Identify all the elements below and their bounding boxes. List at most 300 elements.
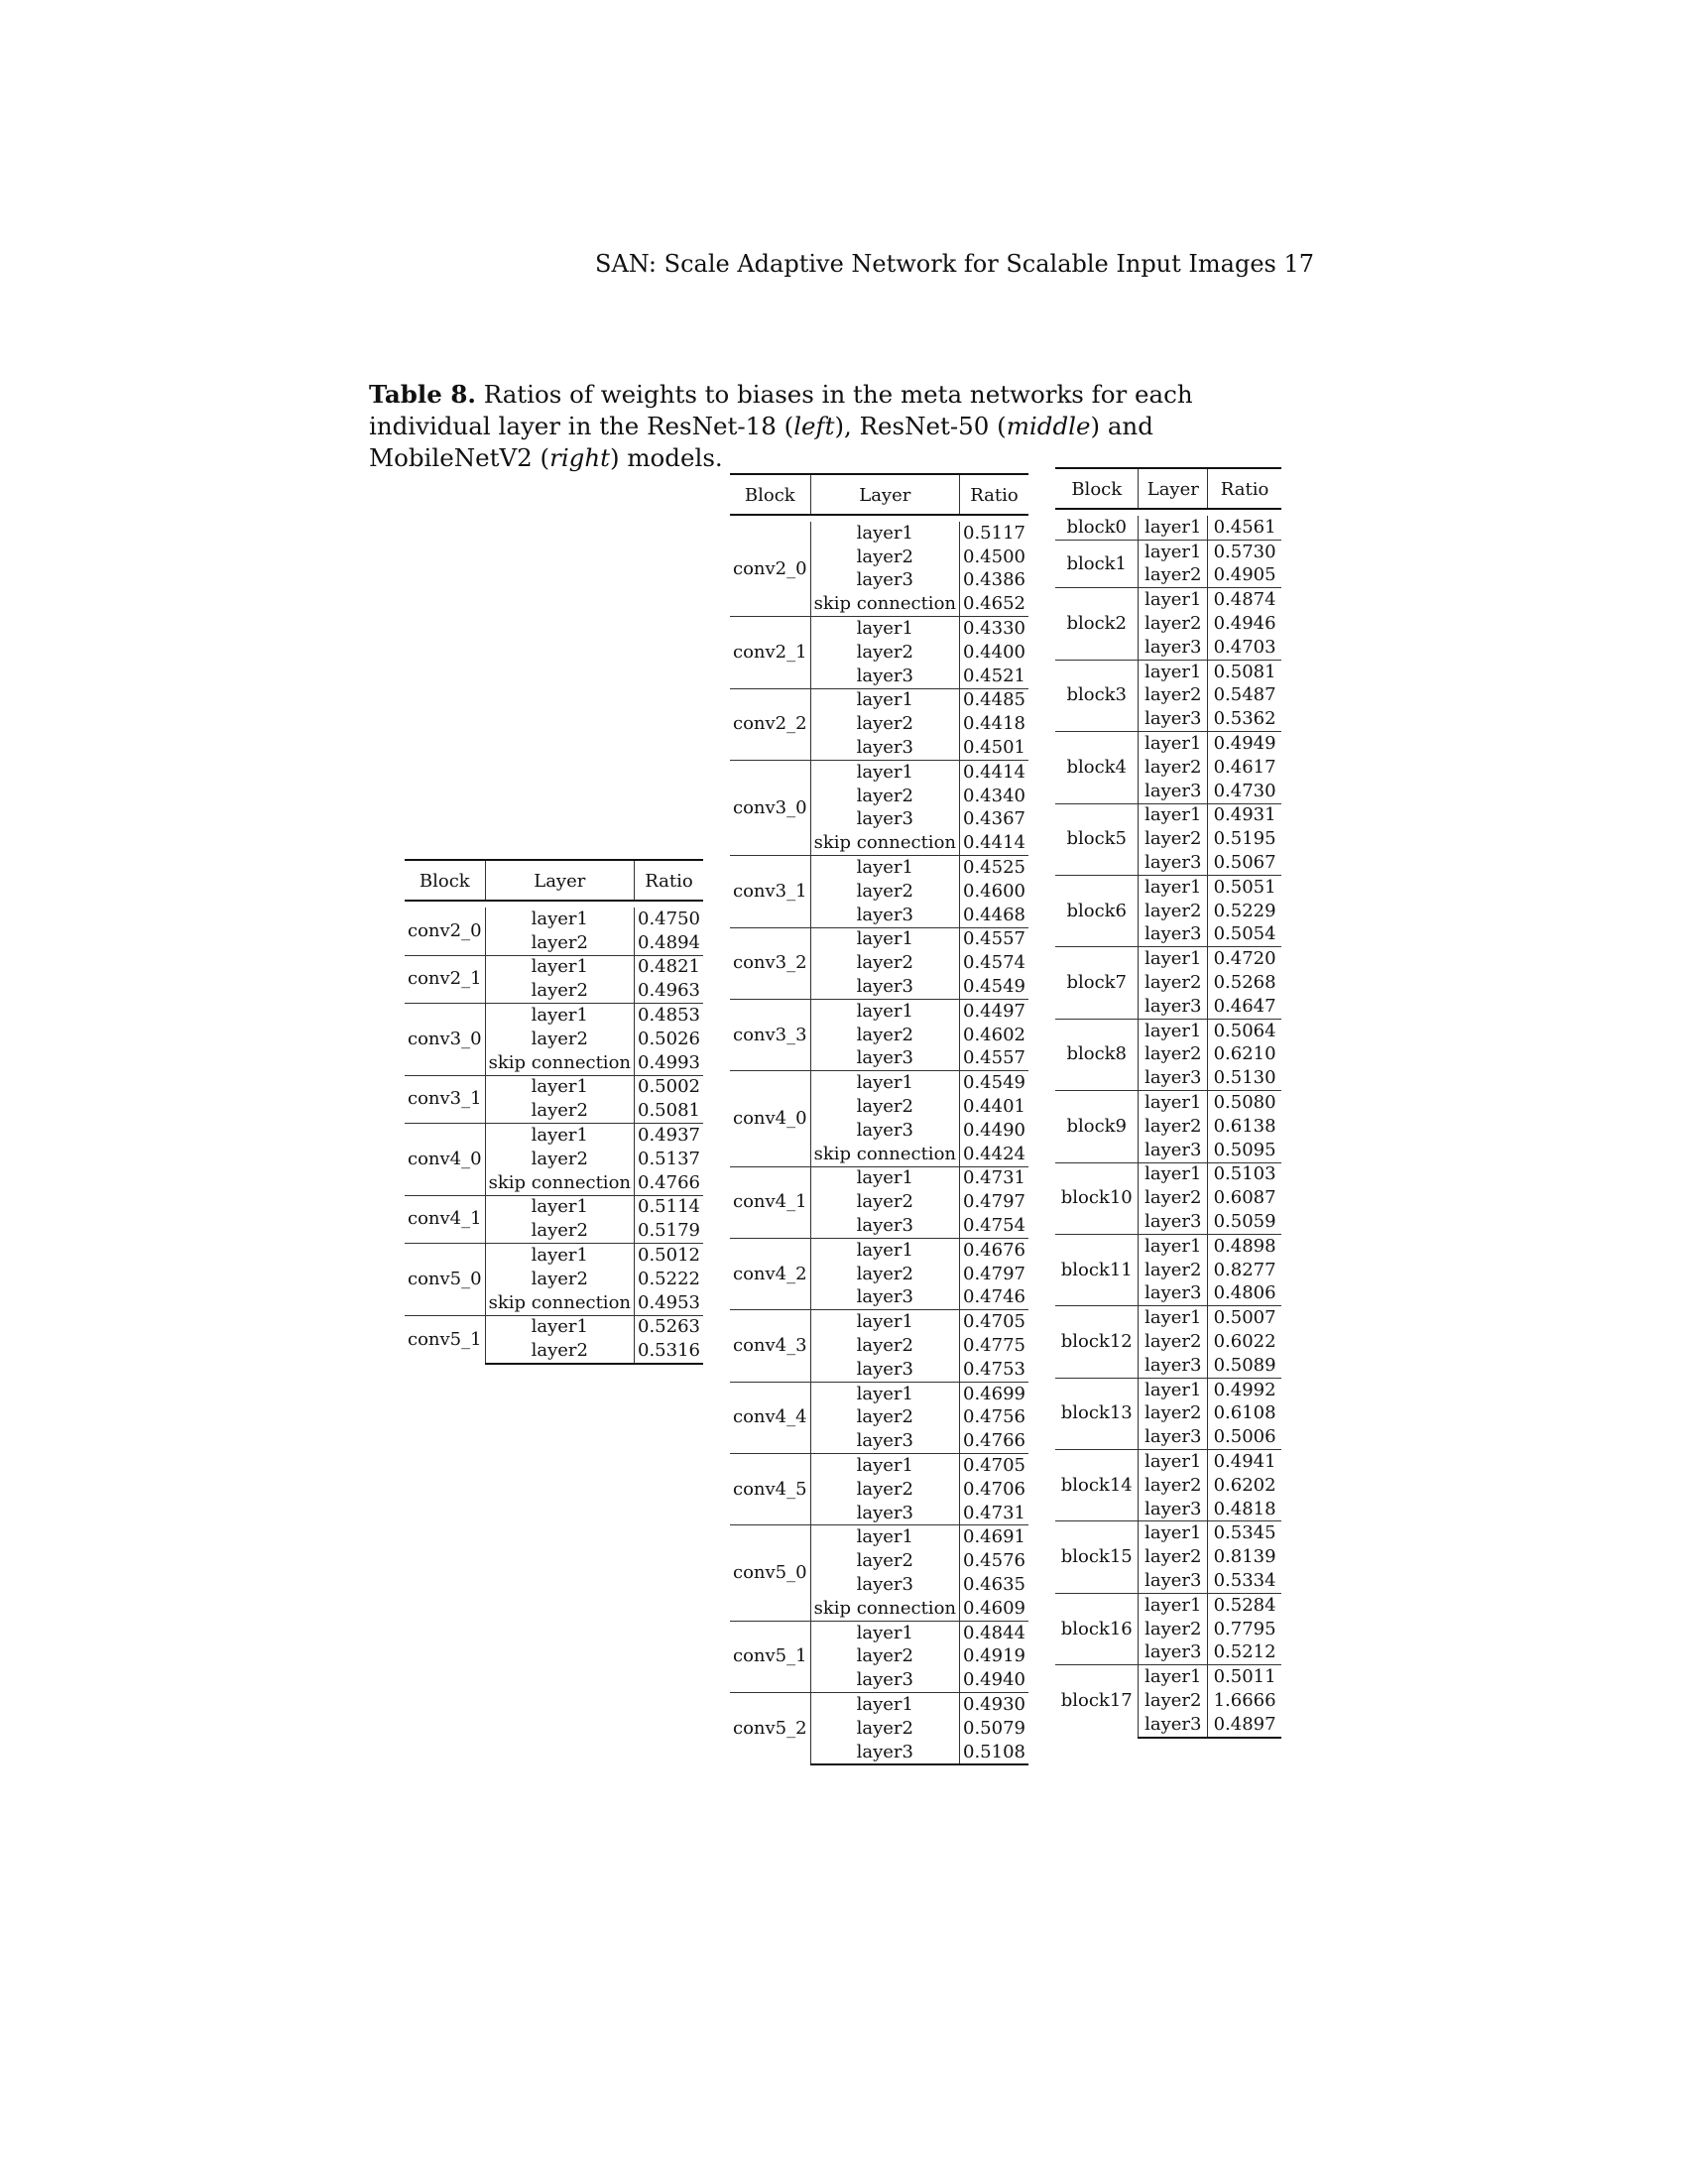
layer-cell: layer1 xyxy=(810,1525,959,1549)
layer-cell: layer1 xyxy=(1139,1162,1208,1186)
ratio-cell: 0.5002 xyxy=(635,1075,703,1099)
ratio-cell: 0.5079 xyxy=(963,1717,1025,1739)
layer-cell: skip connection xyxy=(810,831,959,855)
layer-cell: layer3 xyxy=(1139,851,1208,875)
layer-cell: layer2 xyxy=(1139,1186,1208,1210)
ratio-cell: 0.4609 xyxy=(963,1597,1025,1619)
ratio-cell: 0.4705 xyxy=(960,1454,1028,1478)
ratio-cell: 0.6210 xyxy=(1213,1043,1276,1065)
layer-cell: layer1 xyxy=(1139,875,1208,899)
ratio-cell: 0.4941 xyxy=(1208,1450,1281,1474)
layer-cell: layer2 xyxy=(810,712,959,736)
ratio-cell: 0.4754 xyxy=(963,1215,1025,1236)
ratio-cell: 0.4953 xyxy=(638,1291,700,1313)
ratio-cell: 0.5007 xyxy=(1208,1306,1281,1330)
layer-cell: layer2 xyxy=(810,546,959,569)
table-row xyxy=(1055,875,1281,899)
layer-cell: layer2 xyxy=(810,641,959,665)
ratio-cell: 0.4753 xyxy=(963,1358,1025,1380)
block-cell: block17 xyxy=(1055,1665,1139,1738)
layer-cell: layer3 xyxy=(1139,1066,1208,1090)
header-row xyxy=(730,474,1028,515)
table-row xyxy=(1055,1091,1281,1115)
layer-cell: layer3 xyxy=(1139,1210,1208,1234)
block-cell: conv4_4 xyxy=(730,1382,810,1453)
layer-cell: layer1 xyxy=(810,1310,959,1334)
layer-cell: layer2 xyxy=(810,880,959,904)
ratio-cell: 0.4557 xyxy=(963,1047,1025,1069)
ratio-cell: 0.4497 xyxy=(960,999,1028,1023)
block-cell: conv4_0 xyxy=(405,1124,485,1195)
ratio-cell: 0.5051 xyxy=(1208,875,1281,899)
ratio-cell: 0.4756 xyxy=(963,1406,1025,1428)
layer-cell: layer3 xyxy=(810,1741,959,1765)
table-row xyxy=(405,1124,703,1148)
layer-cell: layer3 xyxy=(1139,707,1208,731)
ratio-cell: 0.4549 xyxy=(960,1071,1028,1095)
layer-cell: layer2 xyxy=(810,1095,959,1119)
ratio-cell: 0.4993 xyxy=(638,1051,700,1073)
layer-cell: layer1 xyxy=(810,1166,959,1190)
caption-label: Table 8. xyxy=(369,380,476,409)
page-number: 17 xyxy=(1283,250,1314,278)
block-cell: conv3_2 xyxy=(730,927,810,999)
layer-cell: layer1 xyxy=(810,1693,959,1717)
layer-cell: layer3 xyxy=(1139,1282,1208,1306)
ratio-cell: 0.5229 xyxy=(1213,900,1276,921)
column-header-ratio: Ratio xyxy=(960,474,1028,515)
layer-cell: layer1 xyxy=(1139,1091,1208,1115)
ratio-cell: 0.4401 xyxy=(963,1096,1025,1118)
layer-cell: layer1 xyxy=(810,856,959,880)
ratio-cell: 0.5117 xyxy=(963,522,1025,544)
block-cell: conv5_0 xyxy=(405,1244,485,1315)
block-cell: conv2_2 xyxy=(730,688,810,760)
block-cell: block5 xyxy=(1055,803,1139,875)
layer-cell: layer2 xyxy=(1139,900,1208,923)
ratio-cell: 0.4720 xyxy=(1208,947,1281,971)
block-cell: block16 xyxy=(1055,1593,1139,1664)
layer-cell: layer3 xyxy=(1139,1569,1208,1593)
ratio-cell: 0.5316 xyxy=(635,1339,703,1364)
block-cell: block12 xyxy=(1055,1306,1139,1378)
table-row xyxy=(1055,947,1281,971)
ratio-cell: 0.4844 xyxy=(960,1621,1028,1644)
block-cell: conv2_1 xyxy=(730,617,810,688)
block-cell: block9 xyxy=(1055,1091,1139,1162)
layer-cell: layer1 xyxy=(485,1004,634,1028)
table-row xyxy=(730,522,1028,546)
ratio-cell: 0.5006 xyxy=(1213,1426,1276,1448)
table-row xyxy=(1055,803,1281,827)
ratio-cell: 0.5730 xyxy=(1208,540,1281,563)
layer-cell: layer2 xyxy=(810,1263,959,1286)
ratio-cell: 0.5195 xyxy=(1213,828,1276,850)
ratio-cell: 0.4705 xyxy=(960,1310,1028,1334)
layer-cell: skip connection xyxy=(485,1171,634,1195)
block-cell: conv4_0 xyxy=(730,1071,810,1166)
table-row xyxy=(730,1166,1028,1190)
ratio-cell: 0.4676 xyxy=(960,1238,1028,1262)
header-row xyxy=(405,860,703,901)
layer-cell: layer2 xyxy=(485,1028,634,1051)
ratio-cell: 0.4930 xyxy=(960,1693,1028,1717)
ratio-cell: 0.4806 xyxy=(1213,1282,1276,1304)
ratio-cell: 0.4617 xyxy=(1213,756,1276,778)
block-cell: conv4_3 xyxy=(730,1310,810,1382)
layer-cell: layer3 xyxy=(810,1047,959,1071)
block-cell: block8 xyxy=(1055,1019,1139,1090)
ratio-cell: 0.5114 xyxy=(635,1195,703,1219)
ratio-cell: 0.4600 xyxy=(963,880,1025,902)
ratio-cell: 0.4937 xyxy=(635,1124,703,1148)
block-cell: conv4_2 xyxy=(730,1238,810,1309)
block-cell: conv5_0 xyxy=(730,1525,810,1621)
resnet18-table xyxy=(405,859,703,1365)
ratio-cell: 0.4766 xyxy=(638,1171,700,1193)
table-row xyxy=(1055,1162,1281,1186)
layer-cell: layer3 xyxy=(810,1214,959,1238)
layer-cell: layer1 xyxy=(485,1075,634,1099)
ratio-cell: 1.6666 xyxy=(1213,1689,1276,1711)
ratio-cell: 0.5334 xyxy=(1213,1569,1276,1591)
layer-cell: layer1 xyxy=(1139,732,1208,756)
layer-cell: layer3 xyxy=(1139,923,1208,947)
ratio-cell: 0.5137 xyxy=(638,1148,700,1169)
layer-cell: layer3 xyxy=(1139,1425,1208,1449)
column-header-block: Block xyxy=(405,860,485,901)
ratio-cell: 0.4576 xyxy=(963,1550,1025,1572)
block-cell: conv3_1 xyxy=(730,856,810,927)
layer-cell: skip connection xyxy=(810,1597,959,1621)
table-row xyxy=(1055,516,1281,540)
layer-cell: layer1 xyxy=(485,1124,634,1148)
ratio-cell: 0.5026 xyxy=(638,1028,700,1049)
ratio-cell: 0.4730 xyxy=(1213,780,1276,801)
caption-text: ) and MobileNetV2 ( xyxy=(369,412,1153,472)
ratio-cell: 0.5081 xyxy=(1208,660,1281,683)
ratio-cell: 0.4992 xyxy=(1208,1378,1281,1401)
layer-cell: layer1 xyxy=(1139,1306,1208,1330)
layer-cell: layer2 xyxy=(1139,1401,1208,1425)
table-row xyxy=(730,1693,1028,1717)
layer-cell: layer3 xyxy=(810,1573,959,1597)
ratio-cell: 0.4746 xyxy=(963,1286,1025,1308)
ratio-cell: 0.4949 xyxy=(1208,732,1281,756)
table-row xyxy=(730,999,1028,1023)
layer-cell: layer2 xyxy=(485,1219,634,1243)
ratio-cell: 0.4652 xyxy=(963,593,1025,615)
column-header-layer: Layer xyxy=(485,860,634,901)
ratio-cell: 0.4414 xyxy=(960,760,1028,784)
layer-cell: layer3 xyxy=(810,1358,959,1382)
column-header-ratio: Ratio xyxy=(635,860,703,901)
layer-cell: layer1 xyxy=(810,1621,959,1644)
block-cell: conv3_0 xyxy=(405,1004,485,1075)
column-header-ratio: Ratio xyxy=(1208,468,1281,509)
layer-cell: layer3 xyxy=(1139,780,1208,803)
block-cell: block0 xyxy=(1055,516,1139,540)
ratio-cell: 0.4931 xyxy=(1208,803,1281,827)
layer-cell: layer2 xyxy=(1139,1474,1208,1498)
layer-cell: layer2 xyxy=(810,1478,959,1502)
block-cell: block4 xyxy=(1055,732,1139,803)
ratio-cell: 0.5362 xyxy=(1213,708,1276,730)
caption-text: Ratios of weights to biases in the meta networks for each individual layer in the ResNet-18 ( xyxy=(369,380,1193,440)
layer-cell: layer1 xyxy=(485,1315,634,1339)
block-cell: conv5_1 xyxy=(730,1621,810,1692)
table-row xyxy=(1055,660,1281,683)
ratio-cell: 0.5222 xyxy=(638,1268,700,1289)
layer-cell: layer2 xyxy=(485,1148,634,1171)
block-cell: conv5_1 xyxy=(405,1315,485,1364)
layer-cell: skip connection xyxy=(485,1291,634,1315)
block-cell: block13 xyxy=(1055,1378,1139,1449)
layer-cell: layer3 xyxy=(810,1119,959,1143)
layer-cell: layer1 xyxy=(810,1071,959,1095)
layer-cell: layer2 xyxy=(810,1717,959,1741)
layer-cell: layer2 xyxy=(1139,1689,1208,1713)
ratio-cell: 0.4521 xyxy=(963,665,1025,686)
ratio-cell: 0.5095 xyxy=(1213,1139,1276,1160)
block-cell: block14 xyxy=(1055,1450,1139,1521)
layer-cell: layer1 xyxy=(485,955,634,979)
mobilenetv2-table xyxy=(1055,467,1281,1739)
block-cell: block6 xyxy=(1055,875,1139,946)
ratio-cell: 0.6087 xyxy=(1213,1187,1276,1209)
block-cell: block10 xyxy=(1055,1162,1139,1234)
table-row xyxy=(1055,1593,1281,1617)
block-cell: block11 xyxy=(1055,1234,1139,1305)
layer-cell: layer1 xyxy=(810,1238,959,1262)
ratio-cell: 0.8277 xyxy=(1213,1259,1276,1280)
ratio-cell: 0.4818 xyxy=(1213,1498,1276,1519)
block-cell: conv5_2 xyxy=(730,1693,810,1765)
ratio-cell: 0.5067 xyxy=(1213,852,1276,874)
ratio-cell: 0.4874 xyxy=(1208,588,1281,612)
layer-cell: layer2 xyxy=(1139,564,1208,588)
layer-cell: layer2 xyxy=(810,1644,959,1668)
layer-cell: layer1 xyxy=(810,522,959,546)
layer-cell: skip connection xyxy=(485,1051,634,1075)
table-row xyxy=(730,1071,1028,1095)
layer-cell: layer1 xyxy=(1139,660,1208,683)
ratio-cell: 0.4731 xyxy=(963,1502,1025,1523)
ratio-cell: 0.4703 xyxy=(1213,636,1276,658)
caption-right: right xyxy=(549,443,610,472)
ratio-cell: 0.4894 xyxy=(638,931,700,953)
layer-cell: layer1 xyxy=(810,927,959,951)
table-caption xyxy=(369,379,1317,474)
layer-cell: layer2 xyxy=(485,1268,634,1291)
ratio-cell: 0.4897 xyxy=(1208,1713,1281,1738)
layer-cell: layer2 xyxy=(810,1190,959,1214)
block-cell: block1 xyxy=(1055,540,1139,588)
ratio-cell: 0.6108 xyxy=(1213,1402,1276,1424)
ratio-cell: 0.5011 xyxy=(1208,1665,1281,1689)
ratio-cell: 0.4424 xyxy=(963,1143,1025,1164)
block-cell: block7 xyxy=(1055,947,1139,1019)
layer-cell: layer2 xyxy=(1139,756,1208,780)
ratio-cell: 0.4400 xyxy=(963,641,1025,663)
ratio-cell: 0.4853 xyxy=(635,1004,703,1028)
table-row xyxy=(1055,1019,1281,1042)
ratio-cell: 0.5268 xyxy=(1213,972,1276,994)
layer-cell: layer2 xyxy=(485,931,634,955)
table-row xyxy=(1055,1665,1281,1689)
ratio-cell: 0.5081 xyxy=(638,1100,700,1122)
ratio-cell: 0.4647 xyxy=(1213,995,1276,1017)
ratio-cell: 0.5012 xyxy=(635,1244,703,1268)
ratio-cell: 0.4797 xyxy=(963,1263,1025,1284)
layer-cell: layer3 xyxy=(1139,636,1208,660)
table-row xyxy=(405,955,703,979)
ratio-cell: 0.4797 xyxy=(963,1191,1025,1213)
layer-cell: layer2 xyxy=(1139,1618,1208,1641)
ratio-cell: 0.5054 xyxy=(1213,923,1276,945)
layer-cell: layer1 xyxy=(810,617,959,641)
block-cell: conv3_0 xyxy=(730,760,810,855)
block-cell: conv3_1 xyxy=(405,1075,485,1124)
layer-cell: layer3 xyxy=(810,569,959,593)
ratio-cell: 0.4706 xyxy=(963,1478,1025,1500)
ratio-cell: 0.5179 xyxy=(638,1220,700,1242)
ratio-cell: 0.8139 xyxy=(1213,1546,1276,1568)
ratio-cell: 0.6022 xyxy=(1213,1330,1276,1352)
ratio-cell: 0.4561 xyxy=(1213,516,1276,538)
ratio-cell: 0.4946 xyxy=(1213,613,1276,635)
layer-cell: layer1 xyxy=(1139,803,1208,827)
column-header-layer: Layer xyxy=(1139,468,1208,509)
ratio-cell: 0.4418 xyxy=(963,713,1025,735)
table-row xyxy=(730,1525,1028,1549)
ratio-cell: 0.5103 xyxy=(1208,1162,1281,1186)
layer-cell: layer2 xyxy=(1139,1330,1208,1354)
ratio-cell: 0.4367 xyxy=(963,808,1025,830)
ratio-cell: 0.4691 xyxy=(960,1525,1028,1549)
column-header-block: Block xyxy=(1055,468,1139,509)
table-row xyxy=(730,688,1028,712)
ratio-cell: 0.5263 xyxy=(635,1315,703,1339)
ratio-cell: 0.4525 xyxy=(960,856,1028,880)
table-row xyxy=(1055,588,1281,612)
running-header xyxy=(595,250,1314,278)
ratio-cell: 0.4919 xyxy=(963,1645,1025,1667)
ratio-cell: 0.4549 xyxy=(963,976,1025,998)
layer-cell: layer1 xyxy=(1139,588,1208,612)
ratio-cell: 0.6202 xyxy=(1213,1474,1276,1496)
layer-cell: layer1 xyxy=(1139,1378,1208,1401)
layer-cell: layer3 xyxy=(810,1502,959,1525)
ratio-cell: 0.5108 xyxy=(960,1741,1028,1765)
table-row xyxy=(730,760,1028,784)
layer-cell: layer1 xyxy=(485,1195,634,1219)
block-cell: conv4_1 xyxy=(730,1166,810,1238)
ratio-cell: 0.4557 xyxy=(960,927,1028,951)
layer-cell: layer3 xyxy=(810,975,959,999)
column-header-layer: Layer xyxy=(810,474,959,515)
layer-cell: layer2 xyxy=(810,1549,959,1573)
ratio-cell: 0.4485 xyxy=(960,688,1028,712)
ratio-cell: 0.5089 xyxy=(1213,1354,1276,1376)
layer-cell: layer3 xyxy=(1139,1354,1208,1378)
layer-cell: layer1 xyxy=(1139,516,1208,540)
layer-cell: layer2 xyxy=(1139,684,1208,708)
ratio-cell: 0.4340 xyxy=(963,785,1025,806)
layer-cell: layer2 xyxy=(1139,971,1208,995)
layer-cell: layer3 xyxy=(810,1286,959,1310)
table-row xyxy=(730,1310,1028,1334)
layer-cell: layer3 xyxy=(810,1668,959,1692)
table-row xyxy=(405,1315,703,1339)
layer-cell: layer2 xyxy=(485,1339,634,1364)
ratio-cell: 0.4414 xyxy=(963,832,1025,854)
layer-cell: layer3 xyxy=(1139,1139,1208,1162)
ratio-cell: 0.5130 xyxy=(1213,1067,1276,1089)
layer-cell: layer3 xyxy=(810,904,959,927)
ratio-cell: 0.4898 xyxy=(1208,1234,1281,1258)
block-cell: conv2_1 xyxy=(405,955,485,1004)
ratio-cell: 0.7795 xyxy=(1213,1618,1276,1639)
ratio-cell: 0.6138 xyxy=(1213,1115,1276,1137)
table-row xyxy=(730,1382,1028,1405)
layer-cell: layer3 xyxy=(810,736,959,760)
ratio-cell: 0.4963 xyxy=(638,980,700,1002)
layer-cell: layer3 xyxy=(810,808,959,832)
layer-cell: layer2 xyxy=(485,979,634,1003)
block-cell: block3 xyxy=(1055,660,1139,731)
layer-cell: skip connection xyxy=(810,1143,959,1166)
ratio-cell: 0.4574 xyxy=(963,952,1025,974)
ratio-cell: 0.4386 xyxy=(963,569,1025,591)
layer-cell: layer1 xyxy=(1139,540,1208,563)
ratio-cell: 0.5059 xyxy=(1213,1211,1276,1232)
block-cell: conv2_0 xyxy=(730,522,810,617)
layer-cell: layer1 xyxy=(485,908,634,931)
layer-cell: layer3 xyxy=(1139,1713,1208,1738)
ratio-cell: 0.4500 xyxy=(963,546,1025,567)
layer-cell: layer2 xyxy=(1139,827,1208,851)
ratio-cell: 0.4490 xyxy=(963,1119,1025,1141)
table-row xyxy=(1055,732,1281,756)
table-row xyxy=(405,1075,703,1099)
layer-cell: layer3 xyxy=(1139,995,1208,1019)
layer-cell: layer1 xyxy=(485,1244,634,1268)
layer-cell: layer1 xyxy=(1139,1019,1208,1042)
table-row xyxy=(730,856,1028,880)
block-cell: block15 xyxy=(1055,1521,1139,1593)
layer-cell: layer1 xyxy=(1139,1593,1208,1617)
layer-cell: layer2 xyxy=(1139,612,1208,636)
caption-text: ), ResNet-50 ( xyxy=(834,412,1007,440)
layer-cell: layer2 xyxy=(1139,1043,1208,1067)
layer-cell: layer3 xyxy=(810,1429,959,1453)
table-row xyxy=(1055,1306,1281,1330)
block-cell: conv3_3 xyxy=(730,999,810,1070)
layer-cell: layer2 xyxy=(1139,1259,1208,1282)
layer-cell: layer1 xyxy=(1139,1234,1208,1258)
ratio-cell: 0.4635 xyxy=(963,1573,1025,1595)
table-row xyxy=(730,617,1028,641)
table-row xyxy=(1055,1234,1281,1258)
layer-cell: layer2 xyxy=(1139,1115,1208,1139)
ratio-cell: 0.4731 xyxy=(960,1166,1028,1190)
ratio-cell: 0.4821 xyxy=(635,955,703,979)
layer-cell: layer2 xyxy=(1139,1545,1208,1569)
layer-cell: layer1 xyxy=(810,1454,959,1478)
layer-cell: layer3 xyxy=(1139,1640,1208,1664)
layer-cell: layer2 xyxy=(810,785,959,808)
